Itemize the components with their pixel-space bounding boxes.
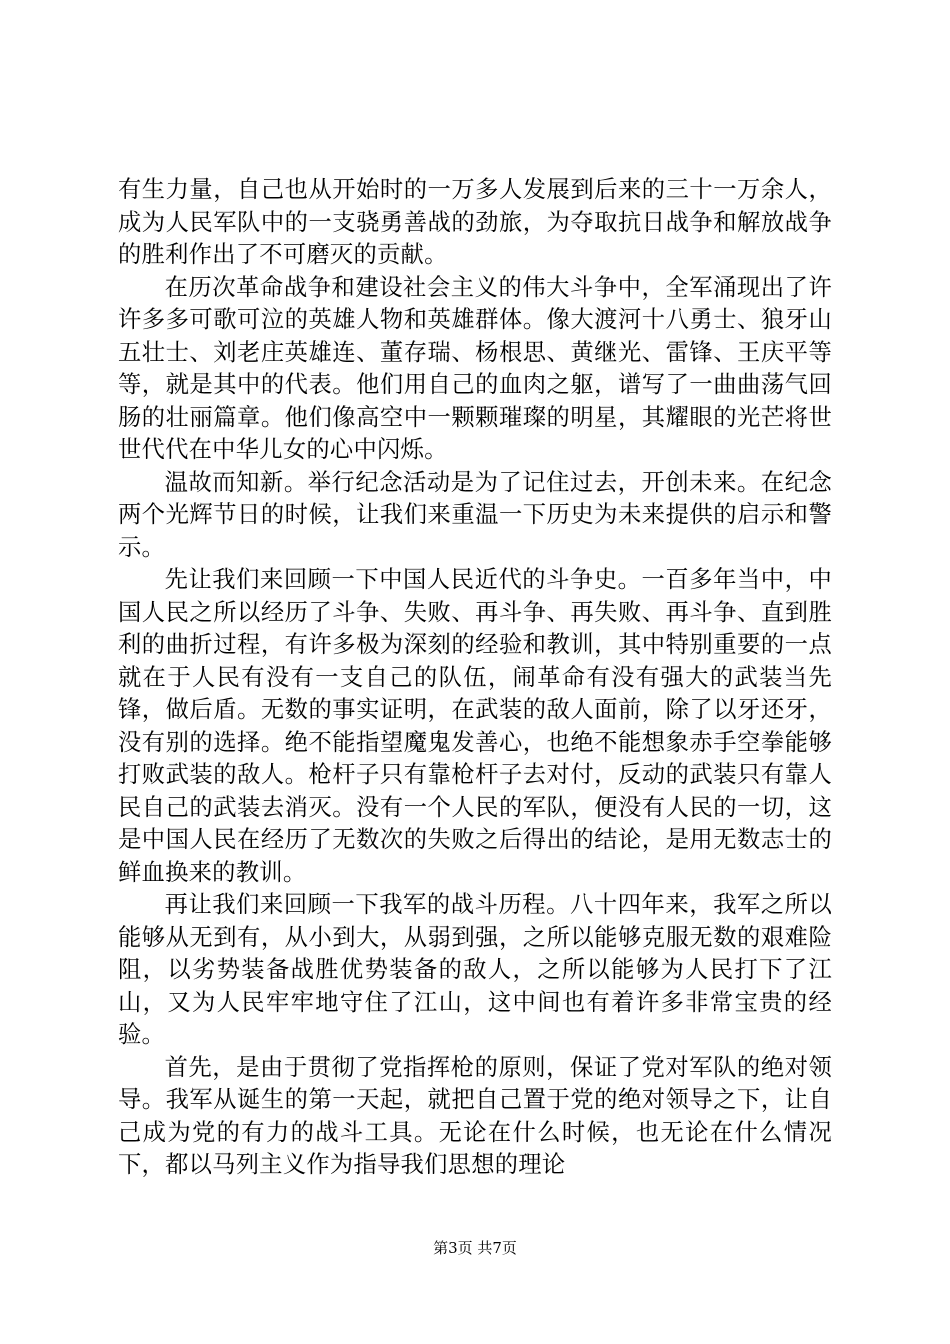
page-footer: 第3页 共7页 <box>433 1239 517 1257</box>
paragraph-continued: 有生力量，自己也从开始时的一万多人发展到后来的三十一万余人，成为人民军队中的一支骁勇善战的劲旅，为夺取抗日战争和解放战争的胜利作出了不可磨灭的贡献。 <box>118 176 832 268</box>
document-body <box>118 174 832 1182</box>
paragraph-heroes: 在历次革命战争和建设社会主义的伟大斗争中，全军涌现出了许许多多可歌可泣的英雄人物和英雄群体。像大渡河十八勇士、狼牙山五壮士、刘老庄英雄连、董存瑞、杨根思、黄继光、雷锋、王庆平等等，就是其中的代表。他们用自己的血肉之躯，谱写了一曲曲荡气回肠的壮丽篇章。他们像高空中一颗颗璀璨的明星，其耀眼的光芒将世世代代在中华儿女的心中闪烁。 <box>118 273 832 463</box>
paragraph-party-leadership: 首先，是由于贯彻了党指挥枪的原则，保证了党对军队的绝对领导。我军从诞生的第一天起，就把自己置于党的绝对领导之下，让自己成为党的有力的战斗工具。无论在什么时候，也无论在什么情况下，都以马列主义作为指导我们思想的理论 <box>118 1053 832 1178</box>
paragraph-battle-history: 再让我们来回顾一下我军的战斗历程。八十四年来，我军之所以能够从无到有，从小到大，从弱到强，之所以能够克服无数的艰难险阻，以劣势装备战胜优势装备的敌人，之所以能够为人民打下了江山，又为人民牢牢地守住了江山，这中间也有着许多非常宝贵的经验。 <box>118 891 832 1048</box>
paragraph-review-history: 温故而知新。举行纪念活动是为了记住过去，开创未来。在纪念两个光辉节日的时候，让我们来重温一下历史为未来提供的启示和警示。 <box>118 468 832 561</box>
paragraph-struggle-history: 先让我们来回顾一下中国人民近代的斗争史。一百多年当中，中国人民之所以经历了斗争、失败、再斗争、再失败、再斗争、直到胜利的曲折过程，有许多极为深刻的经验和教训，其中特别重要的一点就在于人民有没有一支自己的队伍，闹革命有没有强大的武装当先锋，做后盾。无数的事实证明，在武装的敌人面前，除了以牙还牙，没有别的选择。绝不能指望魔鬼发善心，也绝不能想象赤手空拳能够打败武装的敌人。枪杆子只有靠枪杆子去对付，反动的武装只有靠人民自己的武装去消灭。没有一个人民的军队，便没有人民的一切，这是中国人民在经历了无数次的失败之后得出的结论，是用无数志士的鲜血换来的教训。 <box>118 566 832 886</box>
